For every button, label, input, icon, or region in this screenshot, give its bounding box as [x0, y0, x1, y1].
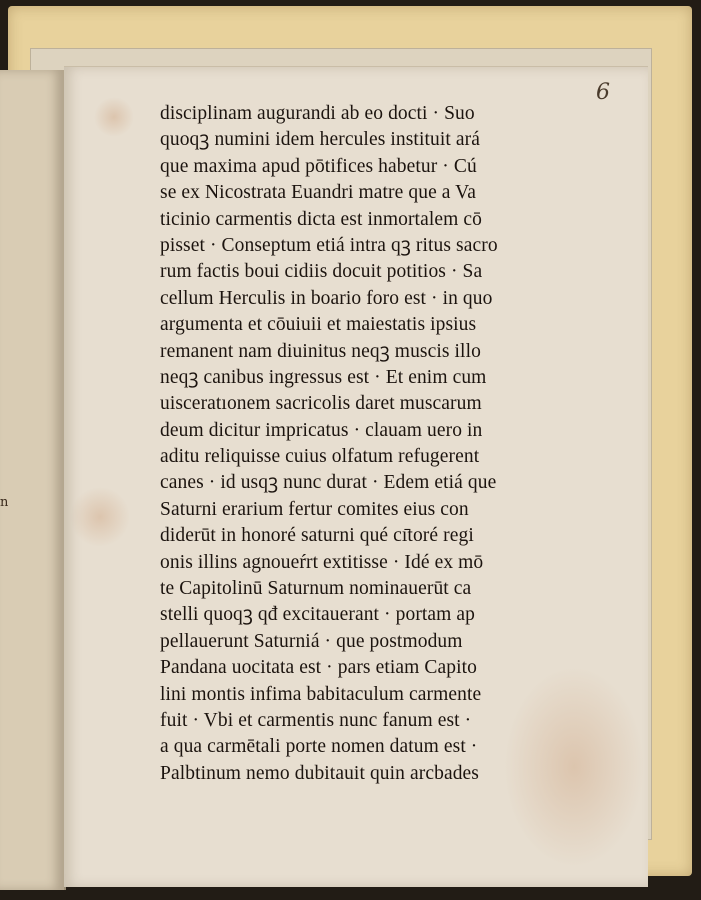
text-line: canes · id usqꝫ nunc durat · Edem etiá que — [160, 472, 497, 494]
text-line: que maxima apud pōtifices habetur · Cú — [160, 155, 477, 177]
folio-number: 6 — [596, 80, 610, 105]
text-line: stelli quoqꝫ qđ excitauerant · portam ap — [160, 604, 476, 626]
text-line: pellauerunt Saturniá · que postmodum — [160, 630, 463, 652]
text-line: Pandana uocitata est · pars etiam Capito — [160, 657, 477, 679]
text-line: disciplinam augurandi ab eo docti · Suo — [160, 103, 475, 124]
text-line: rum factis boui cidiis docuit potitios · Sa — [160, 261, 483, 283]
facing-left-page — [0, 70, 66, 890]
text-block — [160, 101, 560, 787]
text-line: lini montis infima babitaculum carmente — [160, 683, 482, 705]
text-line: a qua carmētali porte nomen datum est · — [160, 736, 478, 758]
text-line: Saturni erarium fertur comites eius con — [160, 498, 469, 520]
text-line: pisset · Conseptum etiá intra qꝫ ritus sacro — [160, 234, 498, 256]
text-line: te Capitolinū Saturnum nominauerūt ca — [160, 578, 472, 600]
text-line: ticinio carmentis dicta est inmortalem cō — [160, 208, 482, 230]
text-line: remanent nam diuinitus neqꝫ muscis illo — [160, 340, 481, 362]
text-line: diderūt in honoré saturni qué cı̄toré regi — [160, 525, 474, 547]
text-line: neqꝫ canibus ingressus est · Et enim cum — [160, 366, 487, 388]
text-line: quoqꝫ numini idem hercules instituit ará — [160, 129, 480, 151]
text-line: Palbtinum nemo dubitauit quin arcbades — [160, 762, 479, 784]
page-stain — [94, 97, 134, 137]
text-line: deum dicitur impricatus · clauam uero in — [160, 419, 483, 441]
text-line: onis illins agnoueŕrt extitisse · Idé ex mō — [160, 551, 484, 573]
text-line: uisceratıonem sacricolis daret muscarum — [160, 393, 482, 415]
left-page-text-fragment: n — [0, 495, 9, 510]
text-line: cellum Herculis in boario foro est · in quo — [160, 287, 493, 309]
text-line: fuit · Vbi et carmentis nunc fanum est · — [160, 709, 472, 731]
text-line: aditu reliquisse cuius olfatum refugerent — [160, 446, 480, 468]
page-stain — [70, 487, 130, 547]
text-line: se ex Nicostrata Euandri matre que a Va — [160, 182, 476, 204]
text-line: argumenta et cōuiuii et maiestatis ipsius — [160, 314, 477, 336]
